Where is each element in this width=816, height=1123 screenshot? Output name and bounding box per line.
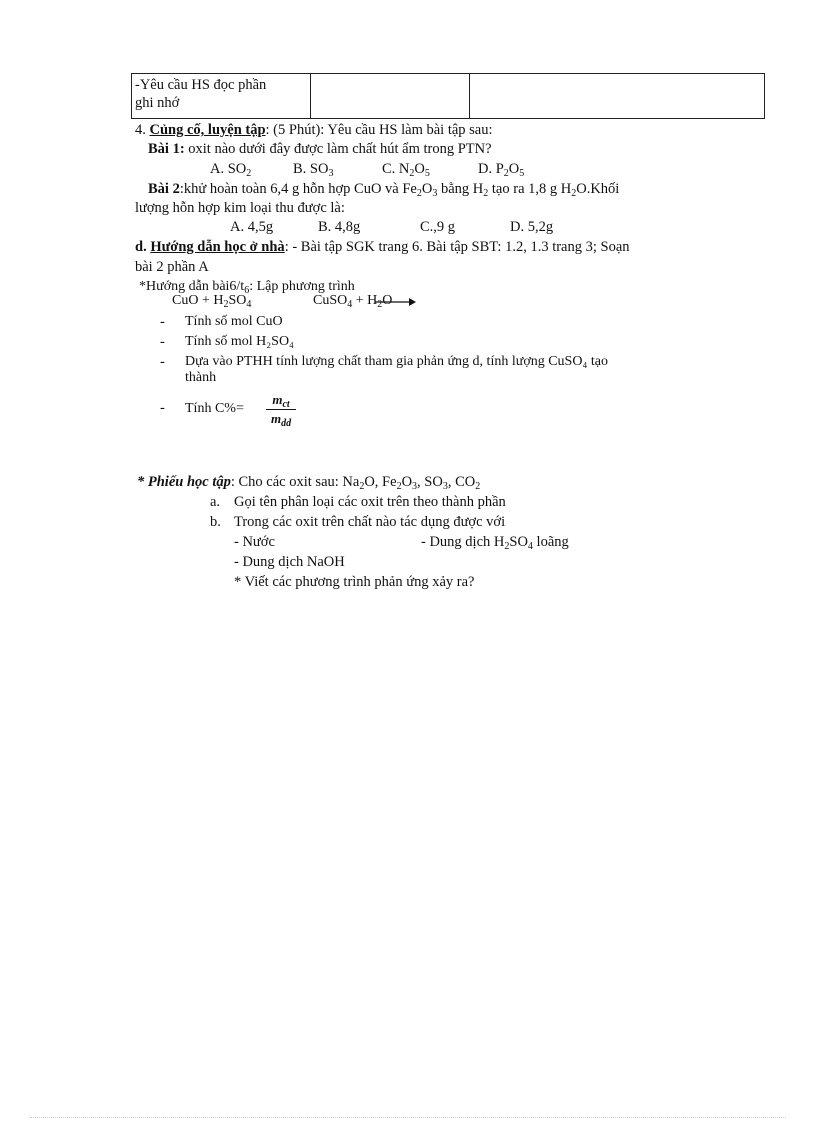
bullet-dash: -: [160, 334, 165, 350]
guide-item-formula: Tính C%=: [185, 401, 244, 416]
bullet-dash: -: [160, 314, 165, 330]
bai1-question: Bài 1: oxit nào dưới đây được làm chất hút ẩm trong PTN?: [148, 141, 492, 157]
guide-item: Tính số mol H₂SO₄: [185, 334, 294, 349]
worksheet-intro: * Phiếu học tập: Cho các oxit sau: $Na_2O$, $Fe_2O_3$, $SO_3$, $CO_2$: [137, 474, 481, 492]
bai1-option-b: B. $SO_3$: [293, 161, 334, 179]
table-cell-activity: [132, 74, 311, 119]
worksheet-write-equations: * Viết các phương trình phản ứng xảy ra?: [234, 574, 475, 590]
bullet-dash: -: [160, 354, 165, 370]
section-4-heading: 4. Củng cố, luyện tập: (5 Phút): Yêu cầu HS làm bài tập sau:: [135, 122, 493, 138]
bai2-question: Bài 2:khử hoàn toàn 6,4 g hỗn hợp CuO và $Fe_2O_3$ bằng $H_2$ tạo ra 1,8 g $H_2O.Khối$: [148, 181, 620, 199]
bai1-option-c: C. $N_2O_5$: [382, 161, 430, 179]
worksheet-item-a-marker: a.: [210, 494, 221, 510]
worksheet-acid: - Dung dịch $H_2SO_4$ loãng: [421, 534, 569, 552]
bai2-option-c: C.,9 g: [420, 219, 456, 235]
bai2-question-line2: lượng hỗn hợp kim loại thu được là:: [135, 200, 345, 216]
reaction-arrow-icon: [375, 297, 417, 307]
concentration-fraction: $m_{ct}$ $m_{dd}$: [266, 393, 296, 426]
bai2-option-b: B. 4,8g: [318, 219, 361, 235]
section-d-heading: d. Hướng dẫn học ở nhà: - Bài tập SGK trang 6. Bài tập SBT: 1.2, 1.3 trang 3; Soạn: [135, 239, 630, 255]
guide-item-continued: thành: [185, 370, 217, 385]
bai2-option-d: D. 5,2g: [510, 219, 554, 235]
page-bottom-divider: [30, 1117, 786, 1118]
cell-line: -Yêu cầu HS đọc phần: [135, 77, 267, 93]
worksheet-label: * Phiếu học tập: [137, 474, 231, 490]
section-d-title: Hướng dẫn học ở nhà: [150, 239, 285, 255]
worksheet-item-a: Gọi tên phân loại các oxit trên theo thành phần: [234, 494, 506, 510]
worksheet-item-b-marker: b.: [210, 514, 221, 530]
bai1-option-a: A. $SO_2$: [210, 161, 252, 179]
table-cell-empty: [311, 74, 470, 119]
section-d-line2: bài 2 phần A: [135, 259, 209, 275]
cell-line: ghi nhớ: [135, 95, 180, 111]
guide-item: Dựa vào PTHH tính lượng chất tham gia phản ứng d, tính lượng CuSO₄ tạo: [185, 354, 608, 369]
worksheet-item-b: Trong các oxit trên chất nào tác dụng được với: [234, 514, 506, 530]
guide-equation-right: CuSO$_4$ + $H_2O$: [313, 293, 393, 310]
bullet-dash: -: [160, 400, 165, 416]
bai2-option-a: A. 4,5g: [230, 219, 274, 235]
section-4-title: Củng cố, luyện tập: [149, 122, 266, 138]
guide-equation-left: CuO + $H_2SO_4$: [172, 293, 252, 310]
worksheet-water: - Nước: [234, 534, 275, 550]
table-row: [132, 74, 765, 119]
guide-item: Tính số mol CuO: [185, 314, 283, 329]
worksheet-naoh: - Dung dịch NaOH: [234, 554, 345, 570]
bai1-option-d: D. $P_2O_5$: [478, 161, 525, 179]
lesson-table: [131, 73, 765, 119]
guide-title: *Hướng dẫn $bài6/t_6$: Lập phương trình: [139, 279, 355, 296]
table-cell-empty: [470, 74, 765, 119]
